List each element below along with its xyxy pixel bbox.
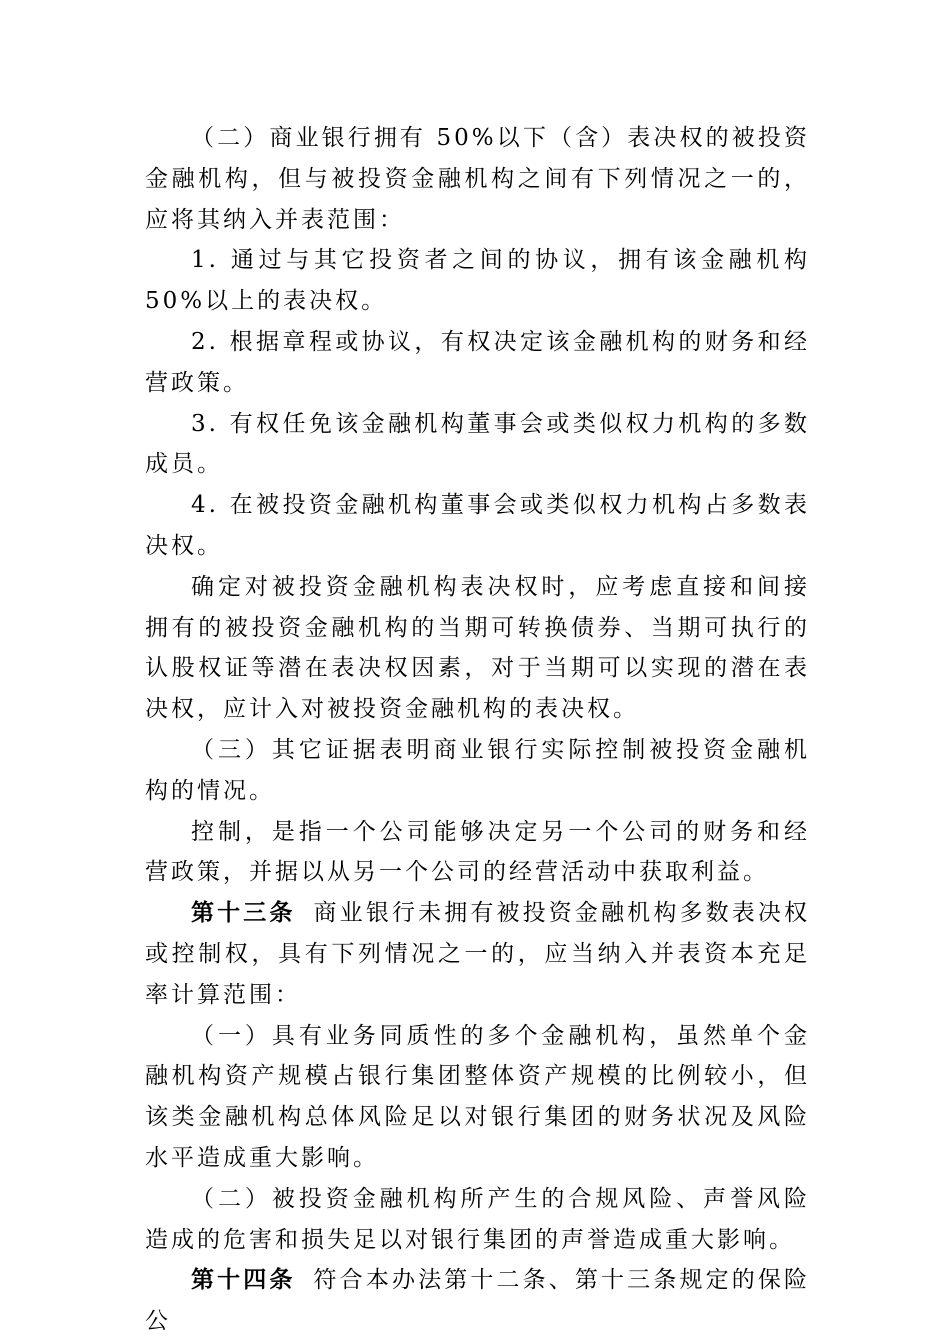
article-13: [145, 893, 810, 1015]
article-14-label: 第十四条: [191, 1266, 296, 1294]
article-13-text: 商业银行未拥有被投资金融机构多数表决权或控制权，具有下列情况之一的，应当纳入并表资本充足率计算范围：: [145, 900, 811, 1008]
paragraph-item-2: 2. 根据章程或协议，有权决定该金融机构的财务和经营政策。: [145, 328, 810, 396]
paragraph-clause-2: （二）商业银行拥有 50%以下（含）表决权的被投资金融机构，但与被投资金融机构之间有下列情况之一的，应将其纳入并表范围：: [145, 125, 810, 233]
paragraph-item-3: 3. 有权任免该金融机构董事会或类似权力机构的多数成员。: [145, 410, 810, 478]
document-body: [145, 118, 810, 1342]
paragraph-clause-3: （三）其它证据表明商业银行实际控制被投资金融机构的情况。: [145, 736, 810, 804]
paragraph-article-13-clause-2: （二）被投资金融机构所产生的合规风险、声誉风险造成的危害和损失足以对银行集团的声誉造成重大影响。: [145, 1185, 810, 1253]
article-14-text: 符合本办法第十二条、第十三条规定的保险公: [145, 1267, 811, 1335]
paragraph-voting-rights: 确定对被投资金融机构表决权时，应考虑直接和间接拥有的被投资金融机构的当期可转换债券、当期可执行的认股权证等潜在表决权因素，对于当期可以实现的潜在表决权，应计入对被投资金融机构的表决权。: [145, 573, 810, 723]
paragraph-article-13-clause-1: （一）具有业务同质性的多个金融机构，虽然单个金融机构资产规模占银行集团整体资产规模的比例较小，但该类金融机构总体风险足以对银行集团的财务状况及风险水平造成重大影响。: [145, 1022, 810, 1171]
paragraph-control-definition: 控制，是指一个公司能够决定另一个公司的财务和经营政策，并据以从另一个公司的经营活动中获取利益。: [145, 818, 810, 886]
article-13-label: 第十三条: [191, 899, 296, 927]
paragraph-item-1: 1. 通过与其它投资者之间的协议，拥有该金融机构 50%以上的表决权。: [145, 247, 810, 315]
paragraph-item-4: 4. 在被投资金融机构董事会或类似权力机构占多数表决权。: [145, 492, 810, 559]
article-14: [145, 1260, 810, 1342]
